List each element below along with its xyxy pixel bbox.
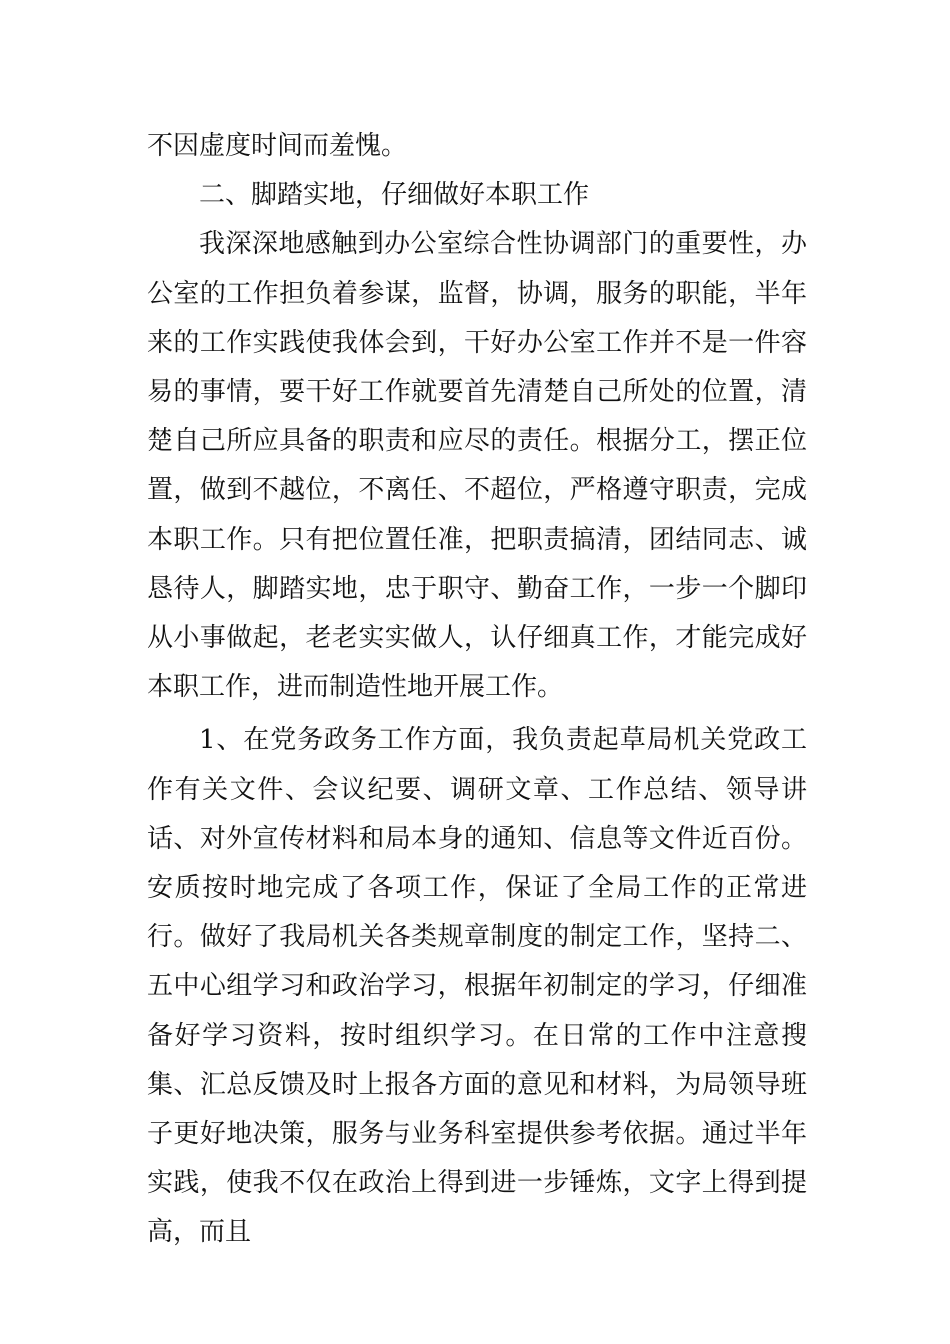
paragraph-body: 我深深地感触到办公室综合性协调部门的重要性，办公室的工作担负着参谋，监督，协调，服务的职能，半年来的工作实践使我体会到，干好办公室工作并不是一件容易的事情，要干好工作就要首先清楚自己所处的位置，清楚自己所应具备的职责和应尽的责任。根据分工，摆正位置，做到不越位，不离任、不超位，严格遵守职责，完成本职工作。只有把位置任准，把职责搞清，团结同志、诚恳待人，脚踏实地，忠于职守、勤奋工作，一步一个脚印从小事做起，老老实实做人，认仔细真工作，才能完成好本职工作，进而制造性地开展工作。 <box>147 229 807 703</box>
paragraph-item-1: 1、在党务政务工作方面，我负责起草局机关党政工作有关文件、会议纪要、调研文章、工作总结、领导讲话、对外宣传材料和局本身的通知、信息等文件近百份。安质按时地完成了各项工作，保证了全局工作的正常进行。做好了我局机关各类规章制度的制定工作，坚持二、五中心组学习和政治学习，根据年初制定的学习，仔细准备好学习资料，按时组织学习。在日常的工作中注意搜集、汇总反馈及时上报各方面的意见和材料，为局领导班子更好地决策，服务与业务科室提供参考依据。通过半年实践，使我不仅在政治上得到进一步锤炼，文字上得到提高，而且 <box>147 725 807 1248</box>
document-body <box>147 122 807 1258</box>
paragraph-continuation: 不因虚度时间而羞愧。 <box>147 131 408 161</box>
section-heading: 二、脚踏实地，仔细做好本职工作 <box>199 180 590 211</box>
